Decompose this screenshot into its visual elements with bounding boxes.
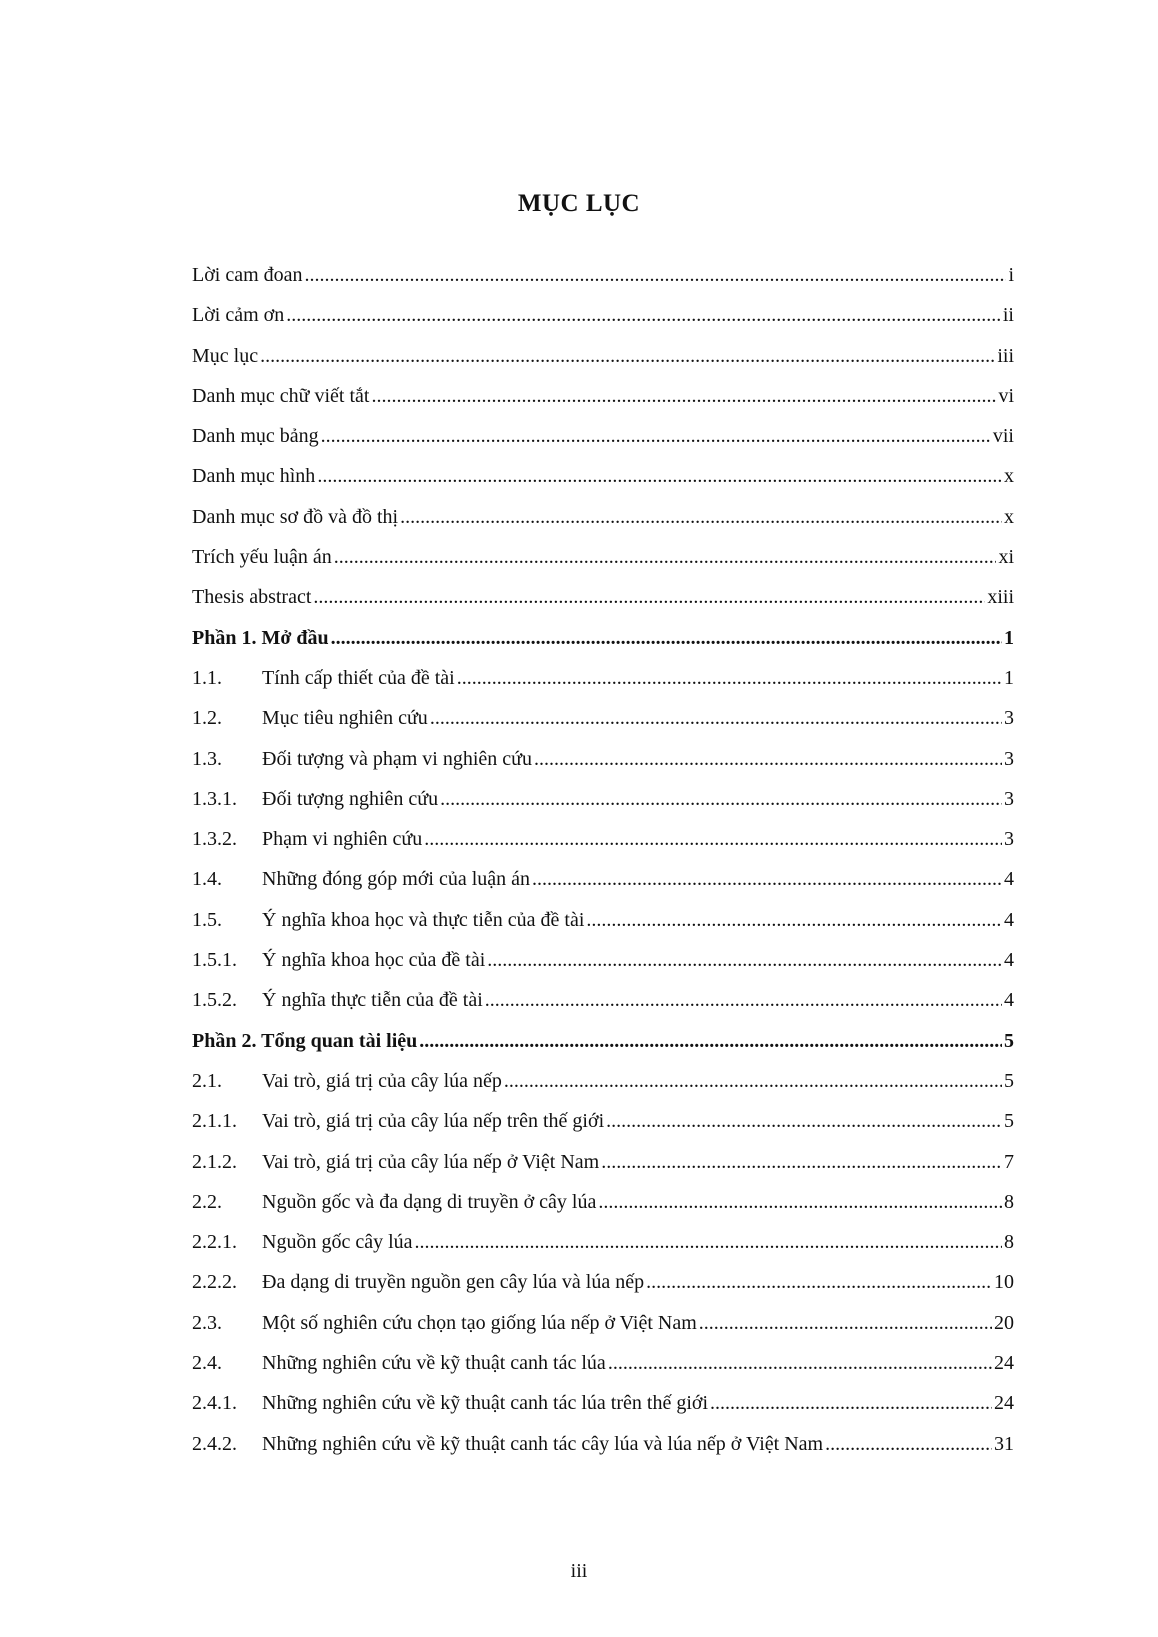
toc-dot-leader [534,748,1002,771]
toc-entry-label: Đối tượng nghiên cứu [262,787,439,810]
toc-entry[interactable] [192,1110,1014,1150]
toc-entry-number: 2.2.1. [192,1231,237,1254]
toc-entry-label: Tính cấp thiết của đề tài [262,666,455,689]
toc-entry-label: Ý nghĩa khoa học và thực tiễn của đề tài [262,908,585,931]
toc-entry-label: Trích yếu luận án [192,546,332,569]
toc-entry-label: Mục lục [192,344,259,367]
toc-entry[interactable] [192,385,1014,425]
toc-entry[interactable] [192,264,1014,304]
toc-entry-page: x [1004,505,1014,528]
toc-entry[interactable] [192,1352,1014,1392]
toc-entry-number: 2.4.1. [192,1392,237,1415]
toc-entry-page: x [1004,465,1014,488]
toc-entry-label: Danh mục chữ viết tắt [192,384,370,407]
toc-entry[interactable] [192,586,1014,626]
toc-dot-leader [485,989,1002,1012]
toc-entry-page: 31 [994,1432,1014,1455]
toc-dot-leader [601,1151,1002,1174]
table-of-contents [192,264,1014,1473]
toc-dot-leader [334,546,997,569]
toc-entry[interactable] [192,1433,1014,1473]
toc-dot-leader [313,586,985,609]
toc-entry-page: 24 [994,1352,1014,1375]
toc-entry-number: 1.3.2. [192,828,237,851]
toc-entry-page: 5 [1004,1110,1014,1133]
toc-dot-leader [598,1191,1002,1214]
toc-entry-label: Ý nghĩa thực tiễn của đề tài [262,989,483,1012]
page-title: MỤC LỤC [517,190,641,217]
toc-dot-leader [331,627,1002,650]
toc-entry-number: 2.2. [192,1190,222,1213]
page-number: iii [570,1560,588,1582]
toc-entry[interactable] [192,949,1014,989]
toc-dot-leader [260,345,995,368]
toc-entry[interactable] [192,506,1014,546]
toc-dot-leader [710,1392,992,1415]
toc-entry-label: Những nghiên cứu về kỹ thuật canh tác cây lúa và lúa nếp ở Việt Nam [262,1432,824,1455]
toc-entry-page: 7 [1004,1150,1014,1173]
toc-entry-number: 1.5.1. [192,949,237,972]
toc-dot-leader [286,304,1001,327]
toc-entry[interactable] [192,1191,1014,1231]
toc-entry-number: 1.4. [192,868,222,891]
toc-dot-leader [457,667,1002,690]
toc-entry-number: 2.1.1. [192,1110,237,1133]
toc-entry-label: Nguồn gốc và đa dạng di truyền ở cây lúa [262,1190,597,1213]
toc-entry-page: 3 [1004,828,1014,851]
toc-dot-leader [825,1433,992,1456]
toc-entry[interactable] [192,989,1014,1029]
toc-entry-page: xi [998,546,1014,569]
toc-dot-leader [321,425,991,448]
toc-entry-number: 2.1. [192,1069,222,1092]
toc-entry-page: 5 [1004,1069,1014,1092]
toc-entry[interactable] [192,828,1014,868]
toc-dot-leader [440,788,1002,811]
toc-entry-label: Đa dạng di truyền nguồn gen cây lúa và lúa nếp [262,1271,645,1294]
toc-dot-leader [317,465,1002,488]
toc-dot-leader [424,828,1002,851]
toc-entry[interactable] [192,304,1014,344]
toc-entry[interactable] [192,748,1014,788]
toc-dot-leader [430,707,1002,730]
toc-dot-leader [608,1352,992,1375]
toc-entry-label: Lời cảm ơn [192,304,285,327]
toc-entry-label: Những nghiên cứu về kỹ thuật canh tác lúa [262,1352,606,1375]
toc-entry-page: 8 [1004,1190,1014,1213]
toc-dot-leader [419,1030,1002,1053]
toc-entry-number: 2.4. [192,1352,222,1375]
toc-entry-page: i [1008,264,1014,286]
toc-entry-page: 5 [1004,1029,1014,1052]
toc-entry-page: 3 [1004,707,1014,730]
toc-dot-leader [305,264,1007,287]
toc-entry-label: Vai trò, giá trị của cây lúa nếp ở Việt Nam [262,1150,600,1173]
toc-entry[interactable] [192,788,1014,828]
toc-entry-page: 1 [1004,666,1014,689]
toc-entry[interactable] [192,909,1014,949]
toc-entry[interactable] [192,1392,1014,1432]
toc-entry-page: 10 [994,1271,1014,1294]
toc-entry-label: Danh mục bảng [192,425,319,448]
toc-entry-label: Ý nghĩa khoa học của đề tài [262,949,486,972]
toc-entry-label: Một số nghiên cứu chọn tạo giống lúa nếp ở Việt Nam [262,1311,697,1334]
toc-entry-page: 3 [1004,747,1014,770]
toc-entry-page: 1 [1004,626,1014,649]
toc-entry-number: 2.2.2. [192,1271,237,1294]
toc-entry[interactable] [192,1312,1014,1352]
toc-entry[interactable] [192,1271,1014,1311]
toc-entry-label: Những đóng góp mới của luận án [262,868,531,891]
toc-entry-page: 4 [1004,908,1014,931]
toc-entry-label: Lời cam đoan [192,264,303,286]
toc-entry-label: Đối tượng và phạm vi nghiên cứu [262,747,532,770]
toc-entry-number: 2.1.2. [192,1150,237,1173]
toc-entry[interactable] [192,465,1014,505]
toc-dot-leader [371,385,996,408]
toc-entry-page: 4 [1004,949,1014,972]
toc-dot-leader [415,1231,1002,1254]
toc-entry[interactable] [192,627,1014,667]
toc-entry-label: Thesis abstract [192,586,312,609]
toc-entry[interactable] [192,1030,1014,1070]
toc-entry-page: iii [997,344,1014,367]
toc-entry-page: 4 [1004,868,1014,891]
toc-entry[interactable] [192,1070,1014,1110]
toc-entry-number: 1.5. [192,908,222,931]
toc-dot-leader [532,868,1002,891]
toc-entry-number: 1.3. [192,747,222,770]
toc-entry-page: 24 [994,1392,1014,1415]
toc-dot-leader [646,1271,992,1294]
toc-entry-label: Phạm vi nghiên cứu [262,828,423,851]
toc-entry-label: Phần 1. Mở đầu [192,626,329,649]
toc-entry-label: Vai trò, giá trị của cây lúa nếp [262,1069,502,1092]
toc-entry-page: 3 [1004,787,1014,810]
toc-entry[interactable] [192,667,1014,707]
toc-entry-label: Phần 2. Tổng quan tài liệu [192,1029,418,1052]
toc-entry-page: xiii [987,586,1014,609]
toc-entry-page: 4 [1004,989,1014,1012]
toc-entry[interactable] [192,1231,1014,1271]
toc-dot-leader [606,1110,1002,1133]
toc-entry-page: ii [1002,304,1014,327]
toc-entry-label: Nguồn gốc cây lúa [262,1231,413,1254]
toc-entry[interactable] [192,1151,1014,1191]
toc-dot-leader [504,1070,1002,1093]
toc-entry-label: Những nghiên cứu về kỹ thuật canh tác lúa trên thế giới [262,1392,709,1415]
toc-dot-leader [586,909,1002,932]
toc-entry-page: 8 [1004,1231,1014,1254]
toc-entry[interactable] [192,868,1014,908]
toc-entry-number: 1.3.1. [192,787,237,810]
toc-entry-number: 1.2. [192,707,222,730]
toc-entry-number: 2.4.2. [192,1432,237,1455]
toc-entry[interactable] [192,345,1014,385]
toc-entry-page: vi [998,384,1014,407]
toc-entry-label: Danh mục hình [192,465,316,488]
toc-entry-page: vii [992,425,1014,448]
toc-entry-number: 2.3. [192,1311,222,1334]
toc-dot-leader [699,1312,992,1335]
toc-entry[interactable] [192,546,1014,586]
toc-entry-label: Danh mục sơ đồ và đồ thị [192,505,399,528]
toc-dot-leader [400,506,1002,529]
toc-entry-page: 20 [994,1311,1014,1334]
toc-entry-number: 1.1. [192,666,222,689]
toc-entry[interactable] [192,707,1014,747]
toc-entry-number: 1.5.2. [192,989,237,1012]
toc-entry-label: Vai trò, giá trị của cây lúa nếp trên thế giới [262,1110,605,1133]
toc-dot-leader [487,949,1002,972]
toc-entry-label: Mục tiêu nghiên cứu [262,707,428,730]
toc-entry[interactable] [192,425,1014,465]
